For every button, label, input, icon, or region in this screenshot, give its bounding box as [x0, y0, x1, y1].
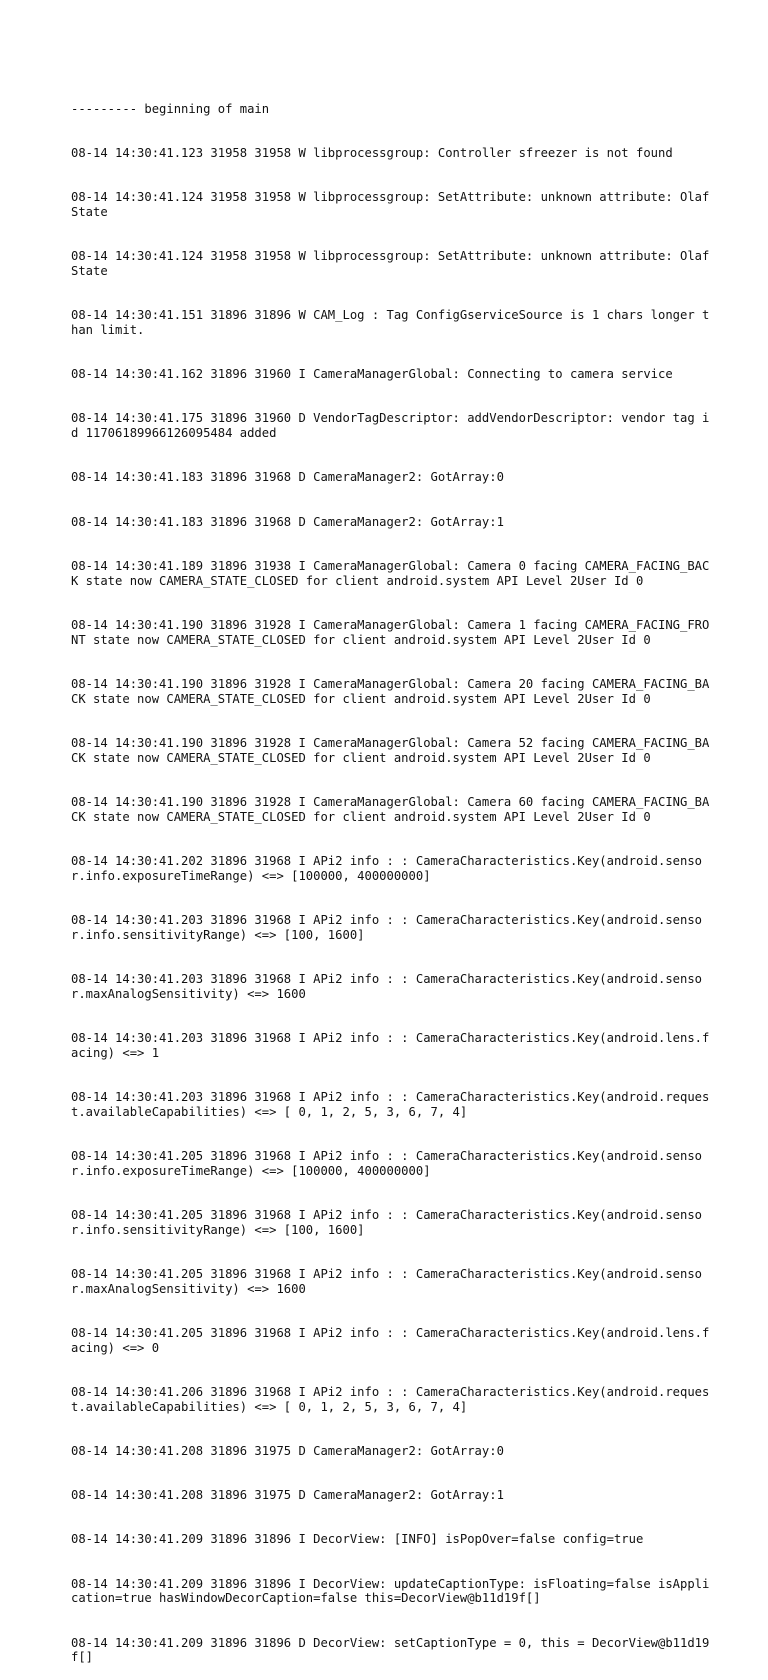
log-line: 08-14 14:30:41.205 31896 31968 I APi2 info : : CameraCharacteristics.Key(android.lens.facing) <=> 0 [71, 1325, 710, 1355]
log-line: 08-14 14:30:41.175 31896 31960 D VendorTagDescriptor: addVendorDescriptor: vendor tag id 11706189966126095484 added [71, 411, 710, 440]
log-line: 08-14 14:30:41.183 31896 31968 D CameraManager2: GotArray:1 [71, 514, 504, 529]
log-line: 08-14 14:30:41.203 31896 31968 I APi2 info : : CameraCharacteristics.Key(android.lens.facing) <=> 1 [71, 1030, 710, 1060]
log-line: 08-14 14:30:41.208 31896 31975 D CameraManager2: GotArray:0 [71, 1443, 504, 1458]
log-line: 08-14 14:30:41.190 31896 31928 I CameraManagerGlobal: Camera 1 facing CAMERA_FACING_FRONT state now CAMERA_STATE_CLOSED for client android.system API Level 2User Id 0 [71, 617, 710, 647]
log-output [71, 72, 711, 1680]
log-line: 08-14 14:30:41.209 31896 31896 I DecorView: updateCaptionType: isFloating=false isApplication=true hasWindowDecorCaption=false this=DecorView@b11d19f[] [71, 1576, 710, 1606]
log-line: 08-14 14:30:41.205 31896 31968 I APi2 info : : CameraCharacteristics.Key(android.sensor.info.sensitivityRange) <=> [100, 1600] [71, 1207, 703, 1237]
log-line: 08-14 14:30:41.209 31896 31896 I DecorView: [INFO] isPopOver=false config=true [71, 1532, 644, 1547]
log-line: 08-14 14:30:41.162 31896 31960 I CameraManagerGlobal: Connecting to camera service [71, 367, 673, 381]
log-line: 08-14 14:30:41.206 31896 31968 I APi2 info : : CameraCharacteristics.Key(android.request.availableCapabilities) <=> [ 0, 1, 2, 5, 3, 6, 7, 4] [71, 1384, 710, 1414]
log-line: 08-14 14:30:41.183 31896 31968 D CameraManager2: GotArray:0 [71, 470, 504, 485]
log-line: --------- beginning of main [71, 101, 270, 116]
log-line: 08-14 14:30:41.190 31896 31928 I CameraManagerGlobal: Camera 20 facing CAMERA_FACING_BACK state now CAMERA_STATE_CLOSED for client android.system API Level 2User Id 0 [71, 676, 710, 706]
log-line: 08-14 14:30:41.205 31896 31968 I APi2 info : : CameraCharacteristics.Key(android.sensor.maxAnalogSensitivity) <=> 1600 [71, 1266, 703, 1296]
log-line: 08-14 14:30:41.189 31896 31938 I CameraManagerGlobal: Camera 0 facing CAMERA_FACING_BACK state now CAMERA_STATE_CLOSED for client android.system API Level 2User Id 0 [71, 558, 710, 588]
log-line: 08-14 14:30:41.123 31958 31958 W libprocessgroup: Controller sfreezer is not found [71, 145, 673, 160]
log-line: 08-14 14:30:41.205 31896 31968 I APi2 info : : CameraCharacteristics.Key(android.sensor.info.exposureTimeRange) <=> [100000, 400000000] [71, 1148, 703, 1178]
log-line: 08-14 14:30:41.190 31896 31928 I CameraManagerGlobal: Camera 52 facing CAMERA_FACING_BACK state now CAMERA_STATE_CLOSED for client android.system API Level 2User Id 0 [71, 735, 710, 765]
log-line: 08-14 14:30:41.203 31896 31968 I APi2 info : : CameraCharacteristics.Key(android.sensor.maxAnalogSensitivity) <=> 1600 [71, 971, 703, 1001]
log-line: 08-14 14:30:41.203 31896 31968 I APi2 info : : CameraCharacteristics.Key(android.sensor.info.sensitivityRange) <=> [100, 1600] [71, 912, 703, 942]
log-line: 08-14 14:30:41.124 31958 31958 W libprocessgroup: SetAttribute: unknown attribute: OlafState [71, 190, 710, 219]
log-line: 08-14 14:30:41.208 31896 31975 D CameraManager2: GotArray:1 [71, 1488, 504, 1502]
log-line: 08-14 14:30:41.202 31896 31968 I APi2 info : : CameraCharacteristics.Key(android.sensor.info.exposureTimeRange) <=> [100000, 400000000] [71, 853, 703, 883]
log-line: 08-14 14:30:41.190 31896 31928 I CameraManagerGlobal: Camera 60 facing CAMERA_FACING_BACK state now CAMERA_STATE_CLOSED for client android.system API Level 2User Id 0 [71, 794, 710, 824]
log-line: 08-14 14:30:41.209 31896 31896 D DecorView: setCaptionType = 0, this = DecorView@b11d19f[] [71, 1635, 710, 1665]
log-line: 08-14 14:30:41.203 31896 31968 I APi2 info : : CameraCharacteristics.Key(android.request.availableCapabilities) <=> [ 0, 1, 2, 5, 3, 6, 7, 4] [71, 1089, 710, 1119]
log-line: 08-14 14:30:41.124 31958 31958 W libprocessgroup: SetAttribute: unknown attribute: OlafState [71, 249, 710, 278]
log-line: 08-14 14:30:41.151 31896 31896 W CAM_Log : Tag ConfigGserviceSource is 1 chars longer than limit. [71, 308, 710, 337]
